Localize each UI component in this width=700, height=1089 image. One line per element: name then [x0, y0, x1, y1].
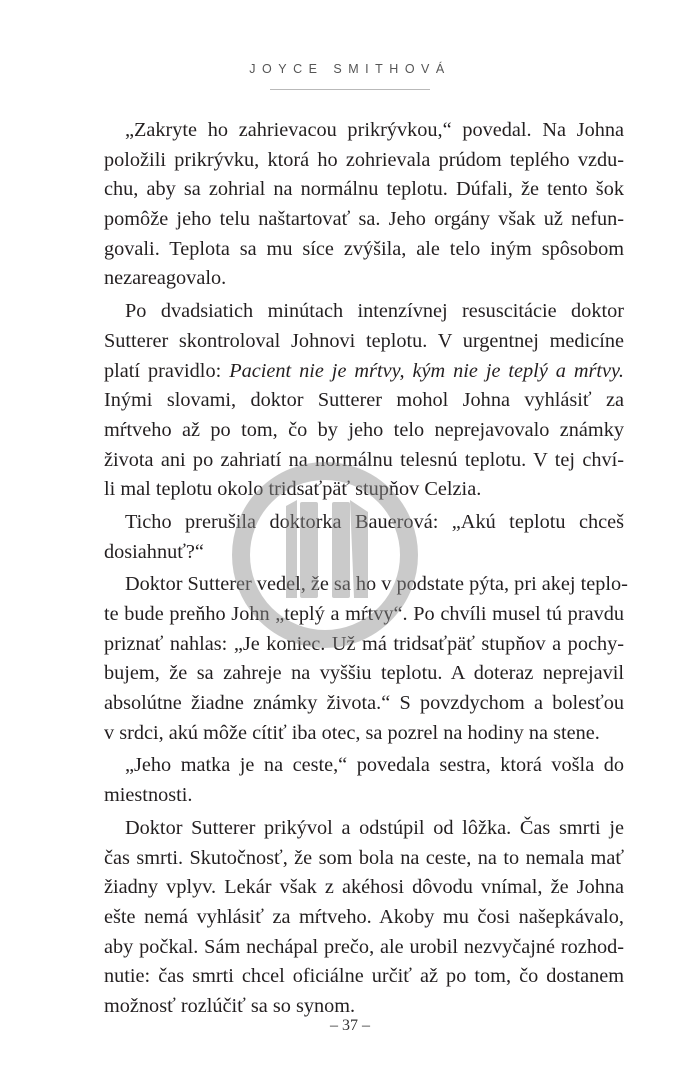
page-number: – 37 – [330, 1017, 370, 1034]
paragraph-3 [104, 508, 624, 567]
text-line: Doktor Sutterer prikývol a odstúpil od lôžka. Čas smrti je [125, 816, 624, 839]
running-header: JOYCE SMITHOVÁ [249, 62, 451, 76]
text-line: chu, aby sa zohrial na normálnu teplotu. Dúfali, že tento šok [104, 178, 624, 201]
paragraph-4 [104, 570, 628, 748]
text-line: nutie: čas smrti chcel oficiálne určiť až po tom, čo dostanem [104, 965, 624, 988]
text-line: Ticho prerušila doktorka Bauerová: „Akú teplotu chceš [125, 510, 624, 533]
text-line: v srdci, akú môže cítiť iba otec, sa pozrel na hodiny na stene. [104, 721, 600, 744]
text-line: čas smrti. Skutočnosť, že som bola na ceste, na to nemala mať [104, 846, 624, 869]
text-line [104, 357, 624, 387]
text-line: bujem, že sa zahreje na vyššiu teplotu. A doteraz neprejavil [104, 662, 624, 685]
text-line: položili prikrývku, ktorá ho zohrievala prúdom teplého vzdu- [104, 148, 624, 171]
text-line: dosiahnuť?“ [104, 540, 204, 563]
text-line: nezareagovalo. [104, 267, 227, 290]
text-run: platí pravidlo: [104, 359, 230, 382]
text-line: možnosť rozlúčiť sa so synom. [104, 994, 356, 1017]
italic-text-run: Pacient nie je mŕtvy, kým nie je teplý a mŕtvy. [229, 359, 624, 382]
text-line: pomôže jeho telu naštartovať sa. Jeho orgány však už nefun- [104, 208, 624, 231]
text-line: „Jeho matka je na ceste,“ povedala sestra, ktorá vošla do [125, 754, 624, 777]
text-line: života ani po zahriatí na normálnu telesnú teplotu. V tej chví- [104, 448, 624, 471]
text-line: Po dvadsiatich minútach intenzívnej resuscitácie doktor [125, 300, 624, 323]
text-line: ešte nemá vyhlásiť za mŕtveho. Akoby mu čosi našepkávalo, [104, 905, 624, 928]
text-line: „Zakryte ho zahrievacou prikrývkou,“ povedal. Na Johna [125, 119, 624, 141]
text-line: absolútne žiadne známky života.“ S povzdychom a bolesťou [104, 692, 624, 715]
text-line: priznať nahlas: „Je koniec. Už má tridsaťpäť stupňov a pochy- [104, 632, 624, 655]
paragraph-5 [104, 751, 624, 810]
text-line: mŕtveho až po tom, čo by jeho telo neprejavovalo známky [104, 418, 624, 441]
body-text [104, 116, 628, 1022]
text-line: Sutterer skontroloval Johnovi teplotu. V urgentnej medicíne [104, 329, 624, 352]
text-line: žiadny vplyv. Lekár však z akéhosi dôvodu vnímal, že Johna [104, 876, 624, 899]
text-line: te bude preňho John „teplý a mŕtvy“. Po chvíli musel tú pravdu [104, 603, 624, 625]
text-line: Doktor Sutterer vedel, že sa ho v podstate pýta, pri akej teplo- [125, 573, 628, 596]
paragraph-1 [104, 116, 624, 294]
text-line: li mal teplotu okolo tridsaťpäť stupňov Celzia. [104, 478, 482, 501]
paragraph-2 [104, 297, 624, 505]
text-line: Inými slovami, doktor Sutterer mohol Johna vyhlásiť za [104, 389, 624, 412]
paragraph-6 [104, 814, 624, 1022]
text-line: miestnosti. [104, 784, 193, 807]
text-line: govali. Teplota sa mu síce zvýšila, ale telo iným spôsobom [104, 237, 624, 260]
text-line: aby počkal. Sám nechápal prečo, ale urobil nezvyčajné rozhod- [104, 935, 624, 958]
header-rule [270, 89, 430, 90]
